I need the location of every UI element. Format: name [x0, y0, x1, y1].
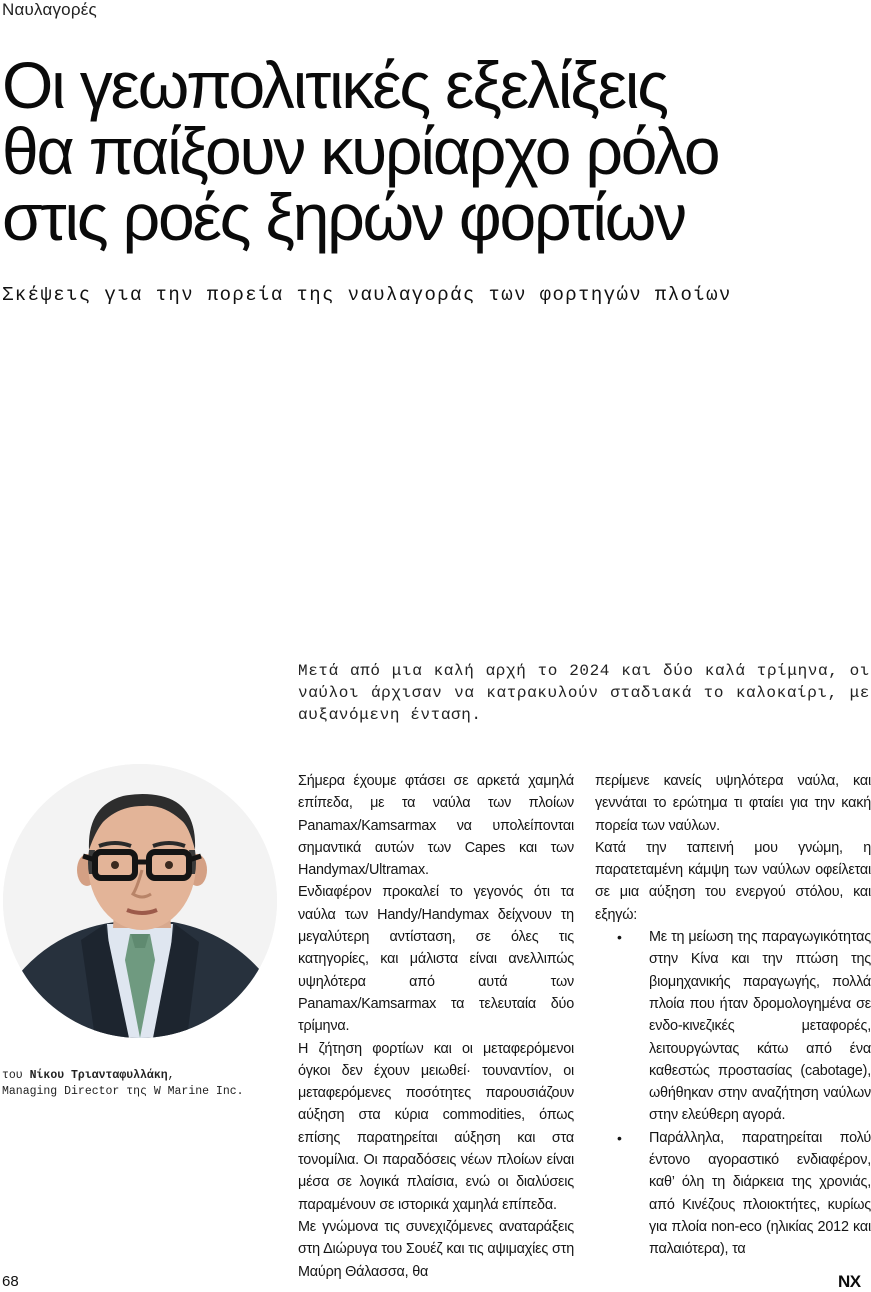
brand-logo: NX	[838, 1272, 861, 1291]
body-paragraph: Σήμερα έχουμε φτάσει σε αρκετά χαμηλά επίπεδα, με τα ναύλα των πλοίων Panamax/Kamsarmax να υπολείπονται σημαντικά αυτών των Capes και των Handymax/Ultramax.	[298, 773, 574, 879]
body-paragraph: Με γνώμονα τις συνεχιζόμενες αναταράξεις στη Διώρυγα του Σουέζ και τις αψιμαχίες στη Μαύρη Θάλασσα, θα	[298, 1218, 574, 1280]
body-paragraph: Κατά την ταπεινή μου γνώμη, η παρατεταμένη κάμψη των ναύλων οφείλεται σε μια αύξηση του ενεργού στόλου, και εξηγώ:	[595, 839, 871, 923]
bullet-list-item	[595, 1127, 871, 1261]
headline-line-1: Οι γεωπολιτικές εξελίξεις	[2, 48, 667, 122]
section-label: Ναυλαγορές	[2, 0, 97, 19]
byline-prefix: του	[2, 1069, 30, 1082]
article-headline	[2, 48, 862, 254]
article-lede: Μετά από μια καλή αρχή το 2024 και δύο καλά τρίμηνα, οι ναύλοι άρχισαν να κατρακυλούν σταδιακά το καλοκαίρι, με αυξανόμενη ένταση.	[298, 662, 870, 724]
byline-suffix: ,	[167, 1069, 175, 1082]
body-column-middle	[298, 770, 574, 1283]
byline-author-line	[2, 1068, 282, 1084]
headline-line-2: θα παίξουν κυρίαρχο ρόλο	[2, 114, 719, 188]
body-paragraph: περίμενε κανείς υψηλότερα ναύλα, και γεννάται το ερώτημα τι φταίει για την κακή πορεία των ναύλων.	[595, 773, 871, 834]
body-column-right	[595, 770, 871, 1261]
byline-author-role: Managing Director της W Marine Inc.	[2, 1085, 244, 1098]
article-subtitle: Σκέψεις για την πορεία της ναυλαγοράς των φορτηγών πλοίων	[2, 284, 732, 306]
author-portrait-illustration	[3, 764, 277, 1038]
page-number: 68	[2, 1273, 19, 1290]
author-byline	[2, 1068, 282, 1100]
bullet-list-item	[595, 926, 871, 1127]
bullet-text: Με τη μείωση της παραγωγικότητας στην Κίνα και την πτώση της βιομηχανικής παραγωγής, πολλά πλοία που ήταν δρομολογημένα σε ενδο-κινεζικές μεταφορές, λειτουργώντας κάτω από ένα καθεστώς προστασίας (cabotage), ωθήθηκαν στην αναζήτηση ναύλων στην ελεύθερη αγορά.	[649, 929, 871, 1124]
bullet-list	[595, 926, 871, 1260]
author-portrait	[3, 764, 277, 1038]
headline-line-3: στις ροές ξηρών φορτίων	[2, 180, 685, 254]
bullet-marker: •	[617, 929, 622, 946]
body-paragraph: Ενδιαφέρον προκαλεί το γεγονός ότι τα ναύλα των Handy/Handymax δείχνουν τη μεγαλύτερη αντίσταση, σε όλες τις κατηγορίες, και μάλιστα είναι ανελλιπώς υψηλότερα από αυτά των Panamax/Kamsarmax τα τελευταία δύο τρίμηνα.	[298, 884, 574, 1035]
body-paragraph: Η ζήτηση φορτίων και οι μεταφερόμενοι όγκοι δεν έχουν μειωθεί· τουναντίον, οι μεταφερόμενες ποσότητες παρουσιάζουν αύξηση στα κύρια commodities, όπως επίσης παρατηρείται αύξηση και στα τονομίλια. Οι παραδόσεις νέων πλοίων είναι μέσα σε λογικά πλαίσια, ενώ οι διαλύσεις παραμένουν σε ιστορικά χαμηλά επίπεδα.	[298, 1040, 574, 1213]
byline-author-name: Νίκου Τριανταφυλλάκη	[29, 1069, 168, 1082]
bullet-text: Παράλληλα, παρατηρείται πολύ έντονο αγοραστικό ενδιαφέρον, καθ’ όλη τη διάρκεια της χρονιάς, από Κινέζους πλοιοκτήτες, κυρίως για πλοία non-eco (ηλικίας 2012 και παλαιότερα), τα	[649, 1129, 871, 1258]
bullet-marker: •	[617, 1129, 622, 1146]
